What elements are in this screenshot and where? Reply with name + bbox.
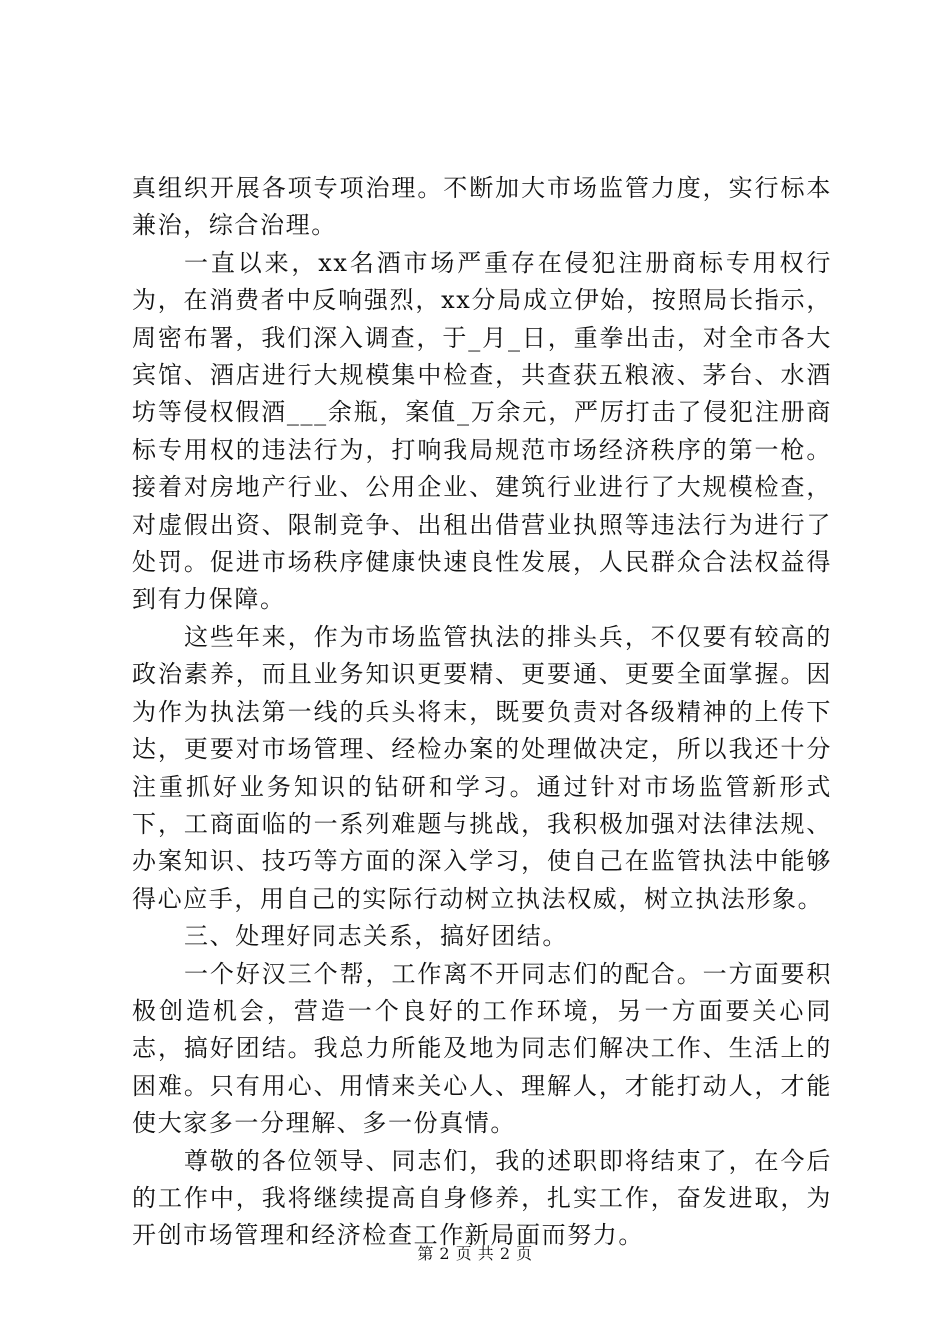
document-body (132, 170, 832, 1255)
page-number-footer: 第 2 页 共 2 页 (417, 1244, 533, 1263)
paragraph-professional-study: 这些年来，作为市场监管执法的排头兵，不仅要有较高的政治素养，而且业务知识更要精、更要通、更要全面掌握。因为作为执法第一线的兵头将末，既要负责对各级精神的上传下达，更要对市场管理、经检办案的处理做决定，所以我还十分注重抓好业务知识的钻研和学习。通过针对市场监管新形式下，工商面临的一系列难题与挑战，我积极加强对法律法规、办案知识、技巧等方面的深入学习，使自己在监管执法中能够得心应手，用自己的实际行动树立执法权威，树立执法形象。 (132, 622, 832, 913)
paragraph-continuation: 真组织开展各项专项治理。不断加大市场监管力度，实行标本兼治，综合治理。 (132, 174, 832, 240)
paragraph-closing: 尊敬的各位领导、同志们，我的述职即将结束了，在今后的工作中，我将继续提高自身修养，扎实工作，奋发进取，为开创市场管理和经济检查工作新局面而努力。 (132, 1146, 832, 1250)
paragraph-colleague-relations: 一个好汉三个帮，工作离不开同志们的配合。一方面要积极创造机会，营造一个良好的工作环境，另一方面要关心同志，搞好团结。我总力所能及地为同志们解决工作、生活上的困难。只有用心、用情来关心人、理解人，才能打动人，才能使大家多一分理解、多一份真情。 (132, 959, 832, 1138)
paragraph-liquor-crackdown: 一直以来，xx名酒市场严重存在侵犯注册商标专用权行为，在消费者中反响强烈，xx分局成立伊始，按照局长指示，周密布署，我们深入调查，于_月_日，重拳出击，对全市各大宾馆、酒店进行大规模集中检查，共查获五粮液、茅台、水酒坊等侵权假酒___余瓶，案值_万余元，严厉打击了侵犯注册商标专用权的违法行为，打响我局规范市场经济秩序的第一枪。接着对房地产行业、公用企业、建筑行业进行了大规模检查，对虚假出资、限制竞争、出租出借营业执照等违法行为进行了处罚。促进市场秩序健康快速良性发展，人民群众合法权益得到有力保障。 (132, 248, 832, 614)
section-heading-unity: 三、处理好同志关系，搞好团结。 (184, 922, 568, 951)
